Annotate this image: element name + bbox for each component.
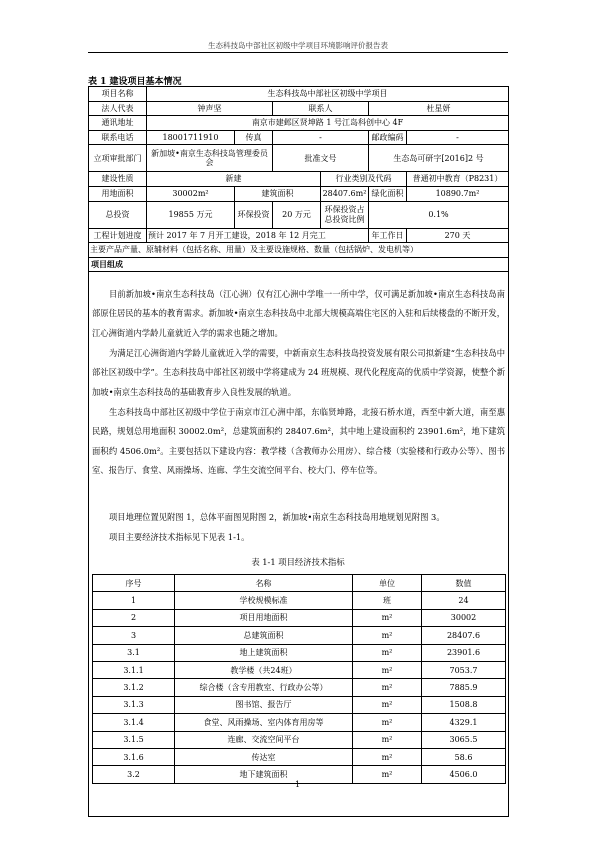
- table-caption: 表 1-1 项目经济技术指标: [251, 557, 345, 567]
- paragraph-2: 为满足江心洲街道内学龄儿童就近入学的需要，中新南京生态科技岛投资发展有限公司拟新建“生态科技岛中部社区初级中学”。生态科技岛中部社区初级中学将建成为 24 班规模、现代化程度高的优质中学资源，使整个新加坡•南京生态科技岛的基础教育步入良性发展的轨道。: [92, 348, 505, 397]
- paragraph-5: 项目主要经济技术指标见下见表 1-1。: [109, 532, 250, 542]
- economic-indicators-table: [92, 574, 506, 784]
- row-value: 4506.0: [422, 766, 506, 783]
- phone-value: 18001711910: [147, 130, 235, 145]
- row-index: 1: [93, 592, 175, 609]
- row-name: 地上建筑面积: [175, 644, 353, 661]
- nature-label: 建设性质: [89, 172, 147, 187]
- row-index: 3.1.4: [93, 714, 175, 731]
- env-inv-value: 20 万元: [273, 201, 321, 228]
- table-row: [93, 609, 506, 626]
- row-index: 3.2: [93, 766, 175, 783]
- row-name: 传达室: [175, 748, 353, 765]
- land-area-label: 用地面积: [89, 186, 147, 201]
- paragraph-3: 生态科技岛中部社区初级中学位于南京市江心洲中部，东临贤坤路，北接石桥水道，西至中新大道，南至惠民路，规划总用地面积 30002.0m²，总建筑面积约 28407.6m²，其中地上建设面积约 23901.6m²，地下建筑面积约 4506.0m²。主要包括以下建设内容：教学楼（含教师办公用房）、综合楼（实验楼和行政办公等）、图书室、报告厅、食堂、风雨操场、连廊、学生交流空间平台、校大门、停车位等。: [92, 407, 505, 476]
- row-value: 24: [422, 592, 506, 609]
- industry-value: 普通初中教育（P8231）: [407, 172, 509, 187]
- contact-label: 联系人: [273, 101, 369, 116]
- row-index: 3.1: [93, 644, 175, 661]
- table-header-row: [93, 575, 506, 592]
- schedule-label: 工程计划进度: [89, 228, 147, 243]
- row-value: 58.6: [422, 748, 506, 765]
- table-row: [93, 731, 506, 748]
- row-name: 食堂、风雨操场、室内体育用房等: [175, 714, 353, 731]
- col-header-value: 数值: [422, 575, 506, 592]
- row-nature: [89, 172, 509, 187]
- env-ratio-value: 0.1%: [369, 201, 509, 228]
- workdays-value: 270 天: [407, 228, 509, 243]
- row-unit: m²: [353, 679, 422, 696]
- composition-heading: 项目组成: [89, 257, 509, 272]
- running-header: 生态科技岛中部社区初级中学项目环境影响评价报告表: [208, 41, 388, 50]
- approval-no-value: 生态岛可研字[2016]2 号: [369, 145, 509, 172]
- row-value: 7053.7: [422, 661, 506, 678]
- row-unit: m²: [353, 696, 422, 713]
- row-unit: m²: [353, 609, 422, 626]
- row-project-name: [89, 87, 509, 102]
- building-area-value: 28407.6m²: [321, 186, 369, 201]
- row-investment: [89, 201, 509, 228]
- row-name: 图书馆、报告厅: [175, 696, 353, 713]
- table-row: [93, 748, 506, 765]
- schedule-value: 预计 2017 年 7 月开工建设，2018 年 12 月完工: [147, 228, 369, 243]
- postcode-value: -: [407, 130, 509, 145]
- row-unit: m²: [353, 748, 422, 765]
- paragraph-4: 项目地理位置见附图 1，总体平面图见附图 2，新加坡•南京生态科技岛用地规划见附图 3。: [109, 512, 445, 522]
- project-name-value: 生态科技岛中部社区初级中学项目: [147, 87, 509, 102]
- approval-dept-label: 立项审批部门: [89, 145, 147, 172]
- table-row: [93, 661, 506, 678]
- investment-label: 总投资: [89, 201, 147, 228]
- row-value: 3065.5: [422, 731, 506, 748]
- row-index: 3.1.3: [93, 696, 175, 713]
- building-area-label: 建筑面积: [235, 186, 321, 201]
- postcode-label: 邮政编码: [369, 130, 407, 145]
- row-name: 连廊、交流空间平台: [175, 731, 353, 748]
- row-unit: m²: [353, 766, 422, 783]
- row-unit: m²: [353, 627, 422, 644]
- row-index: 2: [93, 609, 175, 626]
- row-value: 28407.6: [422, 627, 506, 644]
- table-row: [93, 627, 506, 644]
- nature-value: 新建: [147, 172, 321, 187]
- row-products: [89, 243, 509, 258]
- address-value: 南京市建邺区贤坤路 1 号江岛科创中心 4F: [147, 116, 509, 131]
- table-row: [93, 696, 506, 713]
- row-index: 3.1.5: [93, 731, 175, 748]
- row-unit: m²: [353, 661, 422, 678]
- col-header-index: 序号: [93, 575, 175, 592]
- approval-dept-value: 新加坡•南京生态科技岛管理委员会: [147, 145, 273, 172]
- land-area-value: 30002m²: [147, 186, 235, 201]
- row-approval: [89, 145, 509, 172]
- row-phone: [89, 130, 509, 145]
- legal-rep-label: 法人代表: [89, 101, 147, 116]
- row-address: [89, 116, 509, 131]
- contact-value: 杜星妍: [369, 101, 509, 116]
- row-name: 项目用地面积: [175, 609, 353, 626]
- row-unit: 班: [353, 592, 422, 609]
- row-value: 7885.9: [422, 679, 506, 696]
- row-value: 1508.8: [422, 696, 506, 713]
- row-name: 综合楼（含专用教室、行政办公等）: [175, 679, 353, 696]
- row-unit: m²: [353, 731, 422, 748]
- phone-label: 联系电话: [89, 130, 147, 145]
- legal-rep-value: 钟声坚: [147, 101, 273, 116]
- env-ratio-label: 环保投资占总投资比例: [321, 201, 369, 228]
- row-name: 总建筑面积: [175, 627, 353, 644]
- row-index: 3.1.2: [93, 679, 175, 696]
- table-row: [93, 679, 506, 696]
- row-value: 23901.6: [422, 644, 506, 661]
- green-area-value: 10890.7m²: [407, 186, 509, 201]
- fax-value: -: [273, 130, 369, 145]
- col-header-unit: 单位: [353, 575, 422, 592]
- row-area: [89, 186, 509, 201]
- paragraph-1: 目前新加坡•南京生态科技岛（江心洲）仅有江心洲中学唯一一所中学，仅可满足新加坡•南京生态科技岛南部原住居民的基本的教育需求。新加坡•南京生态科技岛中北部大规模高端住宅区的入驻和后续楼盘的不断开发，江心洲街道内学龄儿童就近入学的需求也随之增加。: [92, 289, 505, 338]
- row-name: 学校规模标准: [175, 592, 353, 609]
- industry-label: 行业类别及代码: [321, 172, 407, 187]
- row-name: 地下建筑面积: [175, 766, 353, 783]
- row-unit: m²: [353, 714, 422, 731]
- header-rule: [88, 52, 508, 53]
- basic-info-table: [88, 86, 509, 272]
- row-name: 教学楼（共24班）: [175, 661, 353, 678]
- fax-label: 传真: [235, 130, 273, 145]
- project-name-label: 项目名称: [89, 87, 147, 102]
- row-value: 4329.1: [422, 714, 506, 731]
- row-legal-rep: [89, 101, 509, 116]
- row-index: 3.1.6: [93, 748, 175, 765]
- row-unit: m²: [353, 644, 422, 661]
- approval-no-label: 批准文号: [273, 145, 369, 172]
- address-label: 通讯地址: [89, 116, 147, 131]
- row-schedule: [89, 228, 509, 243]
- investment-value: 19855 万元: [147, 201, 235, 228]
- page-number: 1: [294, 780, 301, 789]
- table-row: [93, 644, 506, 661]
- table-row: [93, 714, 506, 731]
- row-index: 3.1.1: [93, 661, 175, 678]
- row-value: 30002: [422, 609, 506, 626]
- workdays-label: 年工作日: [369, 228, 407, 243]
- row-index: 3: [93, 627, 175, 644]
- table-title: 表 1 建设项目基本情况: [88, 77, 182, 87]
- env-inv-label: 环保投资: [235, 201, 273, 228]
- products-heading: 主要产品产量、原辅材料（包括名称、用量）及主要设施规格、数量（包括锅炉、发电机等）: [89, 243, 509, 258]
- green-area-label: 绿化面积: [369, 186, 407, 201]
- table-row: [93, 592, 506, 609]
- col-header-name: 名称: [175, 575, 353, 592]
